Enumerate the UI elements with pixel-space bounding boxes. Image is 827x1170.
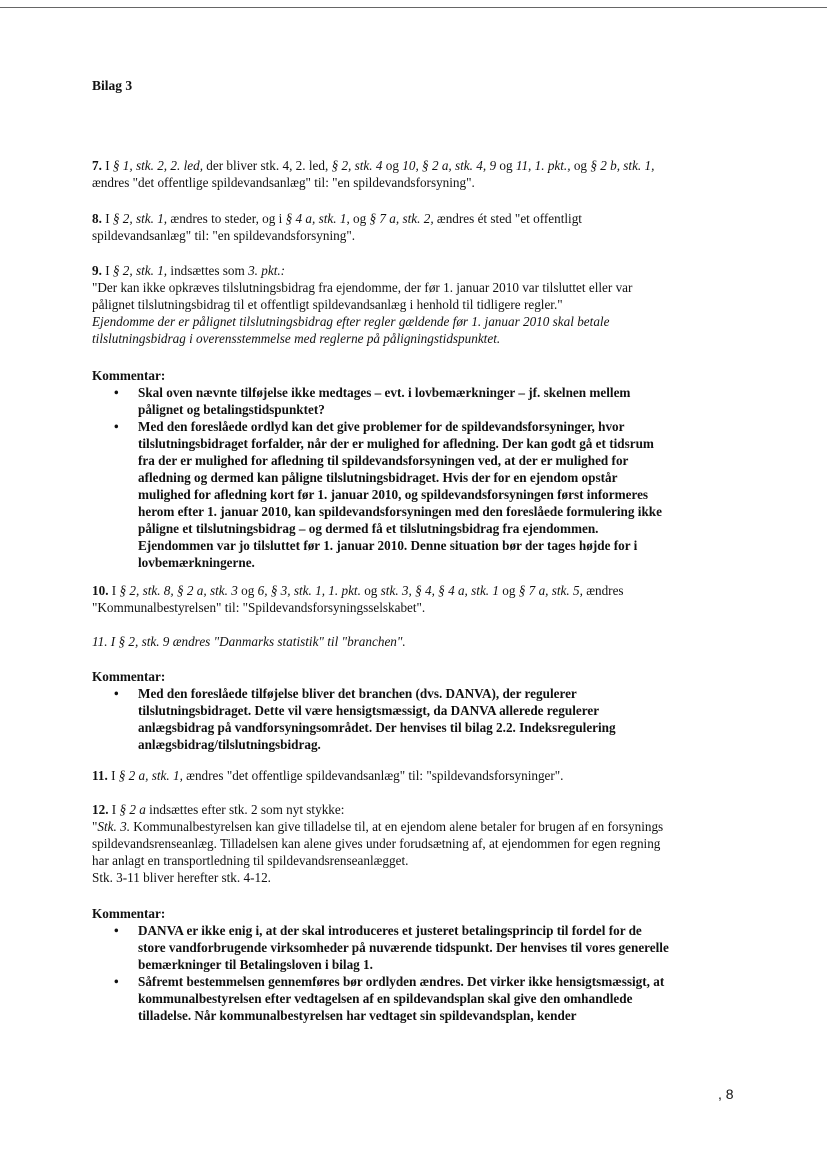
comment-2-list xyxy=(92,685,732,753)
text-runs xyxy=(92,819,663,834)
comment-2 xyxy=(92,668,732,753)
text-run: § 2, stk. 1, xyxy=(112,211,168,226)
section-10-number: 10. xyxy=(92,583,109,598)
text-run: ændres ét sted "et offentligt xyxy=(433,211,582,226)
section-10-line-1 xyxy=(92,582,732,599)
text-run: og xyxy=(382,158,403,173)
section-12-line-3: spildevandsrenseanlæg. Tilladelsen kan alene gives under forudsætning af, at ejendommen for egen regning xyxy=(92,836,661,851)
bullet-line: pålignet og betalingstidspunktet? xyxy=(138,402,325,417)
bullet-line: anlægsbidrag på vandforsyningsområdet. Der henvises til bilag 2.2. Indeksregulering xyxy=(138,720,616,735)
comment-1-bullet-2 xyxy=(92,418,732,571)
section-9-line-4: Ejendomme der er pålignet tilslutningsbidrag efter regler gældende før 1. januar 2010 skal betale xyxy=(92,314,610,329)
text-run: I xyxy=(105,158,113,173)
text-run: 6, § 3, stk. 1, 1. pkt. xyxy=(257,583,361,598)
section-12-line-1 xyxy=(92,801,732,818)
section-10 xyxy=(92,582,732,616)
section-7-number: 7. xyxy=(92,158,102,173)
text-run: I xyxy=(111,768,119,783)
bullet-line: • Med den foreslåede ordlyd kan det give problemer for de spildevandsforsyninger, hvor xyxy=(138,419,625,434)
bullet-line: • Med den foreslåede tilføjelse bliver det branchen (dvs. DANVA), der regulerer xyxy=(138,686,577,701)
text-run: stk. 3, § 4, § 4 a, stk. 1 xyxy=(380,583,499,598)
text-run: § 2 b, stk. 1, xyxy=(590,158,655,173)
text-run: I xyxy=(105,211,113,226)
text-run: I xyxy=(105,263,113,278)
text-run: og xyxy=(237,583,258,598)
section-9 xyxy=(92,262,732,347)
section-10-line-2: "Kommunalbestyrelsen" til: "Spildevandsforsyningsselskabet". xyxy=(92,600,426,615)
text-run: § 4 a, stk. 1 xyxy=(285,211,347,226)
text-run: § 2, stk. 4 xyxy=(331,158,383,173)
bullet-line: fra der er mulighed for afledning til spildevandsforsyningen ved, at der er mulighed for xyxy=(138,453,629,468)
comment-1-bullet-1 xyxy=(92,384,732,418)
bullet-line: • DANVA er ikke enig i, at der skal introduceres et justeret betalingsprincip til fordel for de xyxy=(138,923,642,938)
section-8-line-2: spildevandsanlæg" til: "en spildevandsforsyning". xyxy=(92,228,356,243)
comment-3-bullet-1 xyxy=(92,922,732,973)
text-run: og xyxy=(499,583,519,598)
section-11-number: 11. xyxy=(92,768,108,783)
section-7 xyxy=(92,157,732,191)
text-run: I xyxy=(111,802,120,817)
text-run: , og xyxy=(346,211,370,226)
comment-1-label: Kommentar: xyxy=(92,368,166,383)
section-7-line-1 xyxy=(92,157,732,174)
comment-3-bullet-2 xyxy=(92,973,732,1024)
text-run: § 1, stk. 2, 2. led, xyxy=(112,158,203,173)
bullet-line: store vandforbrugende virksomheder på nuværende tidspunkt. Der henvises til vores generelle xyxy=(138,940,669,955)
text-run: ændres xyxy=(582,583,624,598)
text-runs xyxy=(105,263,285,278)
text-runs xyxy=(112,583,624,598)
text-run: I xyxy=(111,583,120,598)
text-run: § 7 a, stk. 2, xyxy=(369,211,434,226)
section-11-line-1 xyxy=(92,767,732,784)
text-run: Stk. 3. xyxy=(97,819,130,834)
comment-1 xyxy=(92,367,732,571)
section-9-line-2: "Der kan ikke opkræves tilslutningsbidrag fra ejendomme, der før 1. januar 2010 var tilsluttet eller var xyxy=(92,280,633,295)
bullet-line: tilslutningsbidraget. Dette vil være hensigtsmæssigt, da DANVA allerede regulerer xyxy=(138,703,600,718)
text-run: 3. pkt.: xyxy=(248,263,286,278)
text-run: og xyxy=(360,583,381,598)
section-11-proposal: 11. I § 2, stk. 9 ændres "Danmarks statistik" til "branchen". xyxy=(92,634,406,649)
section-8-line-1 xyxy=(92,210,732,227)
comment-3-list xyxy=(92,922,732,1024)
section-12-line-2 xyxy=(92,818,732,835)
bullet-line: påligne et tilslutningsbidrag – og dermed få et tilslutningsbidrag fra ejendommen. xyxy=(138,521,599,536)
bullet-line: tilslutningsbidraget forfalder, når der er mulighed for afledning. Der kan godt gå et tidsrum xyxy=(138,436,654,451)
bullet-line: • Skal oven nævnte tilføjelse ikke medtages – evt. i lovbemærkninger – jf. skelnen mellem xyxy=(138,385,631,400)
text-run: indsættes efter stk. 2 som nyt stykke: xyxy=(145,802,345,817)
text-run: Kommunalbestyrelsen kan give tilladelse til, at en ejendom alene betaler for brugen af en forsynings xyxy=(130,819,664,834)
text-runs xyxy=(112,802,345,817)
bullet-line: lovbemærkningerne. xyxy=(138,555,255,570)
bullet-line: mulighed for afledning kort før 1. januar 2010, og spildevandsforsyningen først informeres xyxy=(138,487,649,502)
bullet-line: bemærkninger til Betalingsloven i bilag 1. xyxy=(138,957,373,972)
section-12-number: 12. xyxy=(92,802,109,817)
text-run: indsættes som xyxy=(167,263,249,278)
section-9-line-1 xyxy=(92,262,732,279)
section-11 xyxy=(92,767,732,784)
text-run: der bliver stk. 4, 2. led, xyxy=(203,158,332,173)
text-run: § 2 a xyxy=(119,802,146,817)
text-run: og xyxy=(496,158,516,173)
text-run: § 2 a, stk. 1, xyxy=(118,768,183,783)
text-run: § 7 a, stk. 5, xyxy=(518,583,583,598)
section-12-line-4: har anlagt en transportledning til spildevandsrenseanlægget. xyxy=(92,853,409,868)
top-border xyxy=(0,7,827,8)
section-12-line-5: Stk. 3-11 bliver herefter stk. 4-12. xyxy=(92,870,271,885)
section-9-line-5: tilslutningsbidrag i overensstemmelse med reglerne på påligningstidspunktet. xyxy=(92,331,501,346)
section-9-line-3: pålignet tilslutningsbidrag til et offentligt spildevandsanlæg i henhold til tidligere regler." xyxy=(92,297,563,312)
bullet-line: herom efter 1. januar 2010, kan spildevandsforsyningen med den foreslåede formulering ikke xyxy=(138,504,662,519)
bullet-line: tilladelse. Når kommunalbestyrelsen har vedtaget sin spildevandsplan, kender xyxy=(138,1008,577,1023)
text-run: § 2, stk. 8, § 2 a, stk. 3 xyxy=(119,583,238,598)
text-run: og xyxy=(570,158,591,173)
bullet-line: afledning og dermed kan påligne tilslutningsbidraget. Hvis der for en ejendom opstår xyxy=(138,470,618,485)
page-number: , 8 xyxy=(718,1086,734,1102)
text-run: 11, 1. pkt., xyxy=(515,158,571,173)
bullet-line: Ejendommen var jo tilsluttet før 1. januar 2010. Denne situation bør der tages højde for i xyxy=(138,538,638,553)
text-runs xyxy=(105,211,582,226)
comment-2-bullet-1 xyxy=(92,685,732,753)
bullet-line: kommunalbestyrelsen efter vedtagelsen af en spildevandsplan skal give den omhandlede xyxy=(138,991,633,1006)
text-run: ændres to steder, og i xyxy=(167,211,286,226)
text-run: " xyxy=(92,819,98,834)
text-runs xyxy=(111,768,563,783)
text-runs xyxy=(105,158,654,173)
section-7-line-2: ændres "det offentlige spildevandsanlæg" til: "en spildevandsforsyning". xyxy=(92,175,475,190)
comment-2-label: Kommentar: xyxy=(92,669,166,684)
text-run: § 2, stk. 1, xyxy=(112,263,168,278)
section-8-number: 8. xyxy=(92,211,102,226)
text-run: 10, § 2 a, stk. 4, 9 xyxy=(402,158,497,173)
section-9-number: 9. xyxy=(92,263,102,278)
text-run: ændres "det offentlige spildevandsanlæg" til: "spildevandsforsyninger". xyxy=(182,768,564,783)
comment-3-label: Kommentar: xyxy=(92,906,166,921)
bullet-line: anlægsbidrag/tilslutningsbidrag. xyxy=(138,737,321,752)
section-12 xyxy=(92,801,732,886)
bullet-line: • Såfremt bestemmelsen gennemføres bør ordlyden ændres. Det virker ikke hensigtsmæssigt, at xyxy=(138,974,665,989)
page-header: Bilag 3 xyxy=(92,78,133,93)
section-8 xyxy=(92,210,732,244)
comment-1-list xyxy=(92,384,732,571)
comment-3 xyxy=(92,905,732,1024)
